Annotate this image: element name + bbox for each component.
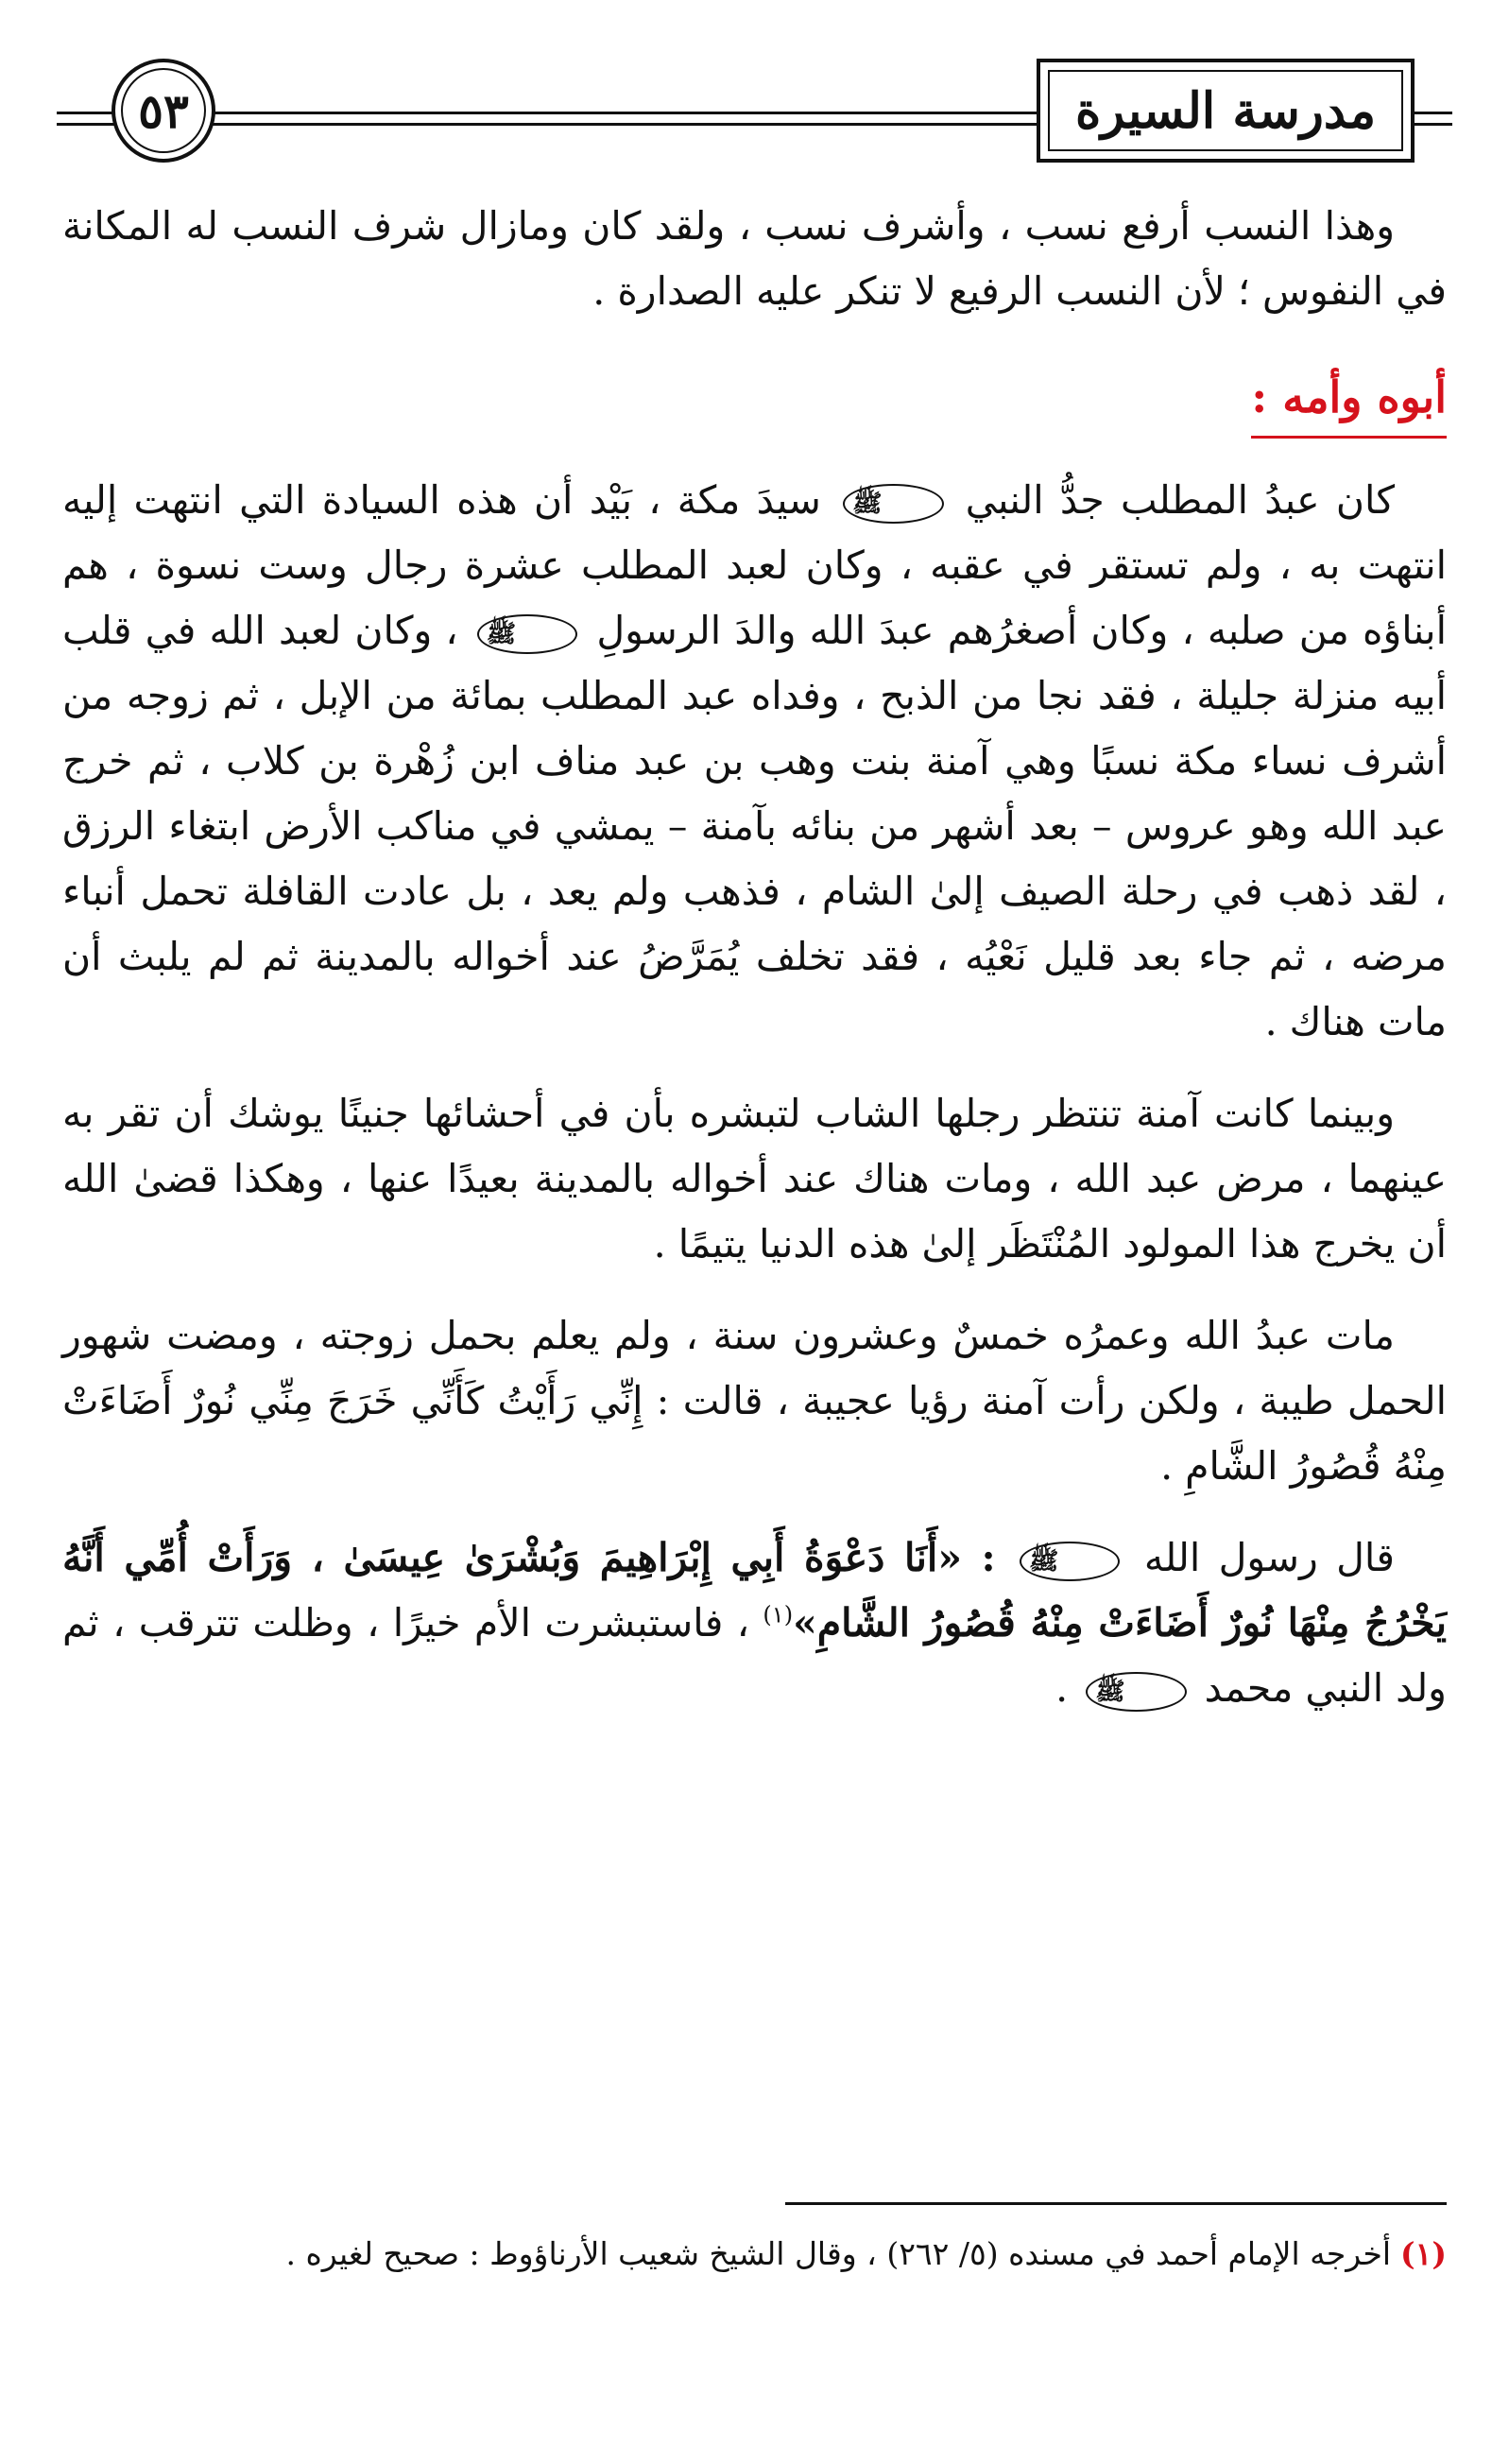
paragraph-5 — [62, 1525, 1447, 1721]
footnote-divider — [785, 2202, 1447, 2205]
section-heading-text: أبوه وأمه : — [1251, 364, 1447, 439]
paragraph-2-part-3: ، وكان لعبد الله في قلب أبيه منزلة جليلة ، فقد نجا من الذبح ، وفداه عبد المطلب بمائة من الإبل ، ثم زوجه من أشرف نساء مكة نسبًا وهي آمنة بنت وهب بن عبد مناف ابن زُهْرة بن كلاب ، ثم خرج عبد الله وهو عروس – بعد أشهر من بنائه بآمنة – يمشي في مناكب الأرض ابتغاء الرزق ، لقد ذهب في رحلة الصيف إلىٰ الشام ، فذهب ولم يعد ، بل عادت القافلة تحمل أنباء مرضه ، ثم جاء بعد قليل نَعْيُه ، فقد تخلف يُمَرَّضُ عند أخواله بالمدينة ثم لم يلبث أن مات هناك . — [62, 608, 1447, 1044]
footnote — [62, 2231, 1447, 2278]
paragraph-4: مات عبدُ الله وعمرُه خمسٌ وعشرون سنة ، ولم يعلم بحمل زوجته ، ومضت شهور الحمل طيبة ، ولكن رأت آمنة رؤيا عجيبة ، قالت : إِنِّي رَأَيْتُ كَأَنِّي خَرَجَ مِنِّي نُورٌ أَضَاءَتْ مِنْهُ قُصُورُ الشَّامِ . — [62, 1313, 1447, 1489]
paragraph-2 — [62, 468, 1447, 1055]
footnote-marker: (١) — [1400, 2235, 1447, 2272]
honorific-seal-icon: ﷺ — [1086, 1672, 1186, 1712]
page-body — [62, 194, 1447, 1721]
footnote-reference[interactable]: (١) — [763, 1601, 794, 1628]
book-title: مدرسة السيرة — [1074, 81, 1377, 140]
honorific-seal-icon: ﷺ — [477, 614, 577, 654]
paragraph-2-part-1: كان عبدُ المطلب جدُّ النبي — [965, 477, 1395, 523]
book-title-frame — [1037, 59, 1415, 163]
paragraph-3: وبينما كانت آمنة تنتظر رجلها الشاب لتبشره بأن في أحشائها جنينًا يوشك أن تقر به عينهما ، مرض عبد الله ، ومات هناك عند أخواله بالمدينة بعيدًا عنها ، وهكذا قضىٰ الله أن يخرج هذا المولود المُنْتَظَر إلىٰ هذه الدنيا يتيمًا . — [62, 1091, 1447, 1266]
footnote-text: أخرجه الإمام أحمد في مسنده (٥/ ٢٦٢) ، وقال الشيخ شعيب الأرناؤوط : صحيح لغيره . — [285, 2235, 1392, 2272]
paragraph-1: وهذا النسب أرفع نسب ، وأشرف نسب ، ولقد كان ومازال شرف النسب له المكانة في النفوس ؛ لأن النسب الرفيع لا تنكر عليه الصدارة . — [62, 203, 1447, 314]
page-number — [111, 59, 215, 163]
paragraph-5-end: . — [1055, 1665, 1069, 1711]
paragraph-5-rest: ، فاستبشرت الأم خيرًا ، وظلت تترقب ، ثم ولد النبي محمد — [62, 1600, 1447, 1711]
paragraph-2-part-2: سيدَ مكة ، بَيْد أن هذه السيادة التي انتهت إليه انتهت به ، ولم تستقر في عقبه ، وكان لعبد المطلب عشرة رجال وست نسوة ، هم أبناؤه من صلبه ، وكان أصغرُهم عبدَ الله والدَ الرسولِ — [62, 477, 1447, 653]
hadith-quote: : «أَنَا دَعْوَةُ أَبِي إِبْرَاهِيمَ وَبُشْرَىٰ عِيسَىٰ ، وَرَأَتْ أُمِّي أَنَّهُ يَخْرُجُ مِنْهَا نُورٌ أَضَاءَتْ مِنْهُ قُصُورُ الشَّامِ» — [62, 1535, 1447, 1646]
honorific-seal-icon: ﷺ — [1020, 1542, 1120, 1581]
paragraph-5-lead: قال رسول الله — [1143, 1535, 1395, 1580]
section-heading — [62, 364, 1447, 438]
page-number-text: ٥٣ — [138, 82, 189, 139]
honorific-seal-icon: ﷺ — [843, 484, 943, 524]
